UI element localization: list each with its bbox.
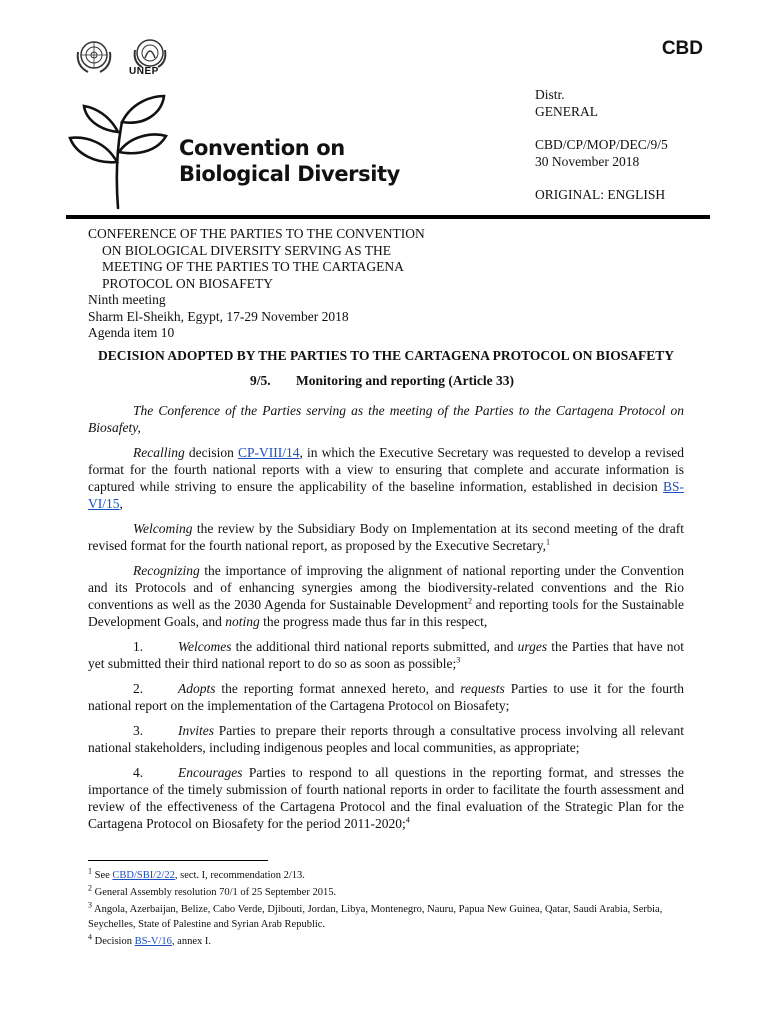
footnote-1-text-b: , sect. I, recommendation 2/13. bbox=[174, 870, 305, 881]
footnote-3-text: Angola, Azerbaijan, Belize, Cabo Verde, Djibouti, Jordan, Libya, Montenegro, Nauru, Papua New Guinea, Qatar, Saudi Arabia, Serbia, Seychelles, State of Palestine and Syrian Arab Republic. bbox=[88, 904, 663, 930]
decision-subtitle bbox=[250, 373, 514, 389]
meeting-block bbox=[88, 226, 425, 342]
footnote-4 bbox=[88, 934, 684, 949]
decision-subject: Monitoring and reporting (Article 33) bbox=[296, 373, 514, 388]
operative-1-text-a: the additional third national reports submitted, and bbox=[231, 639, 518, 654]
preamble-paragraph-3 bbox=[88, 520, 684, 554]
preamble-2-lead: Recalling bbox=[133, 445, 185, 460]
un-emblem-icon bbox=[74, 36, 114, 76]
preamble-4-lead: Recognizing bbox=[133, 563, 200, 578]
operative-4-lead: Encourages bbox=[178, 765, 243, 780]
document-date: 30 November 2018 bbox=[535, 154, 640, 169]
footnote-1-link[interactable]: CBD/SBI/2/22 bbox=[112, 870, 175, 881]
operative-2-lead2: requests bbox=[460, 681, 505, 696]
document-symbol: CBD/CP/MOP/DEC/9/5 bbox=[535, 137, 668, 152]
operative-paragraph-3 bbox=[88, 722, 684, 756]
footnote-2-text: General Assembly resolution 70/1 of 25 September 2015. bbox=[92, 887, 337, 898]
unep-label: UNEP bbox=[129, 66, 159, 77]
operative-4-number: 4. bbox=[133, 765, 144, 780]
document-metadata bbox=[535, 86, 668, 203]
preamble-paragraph-1 bbox=[88, 402, 684, 436]
operative-1-lead2: urges bbox=[517, 639, 548, 654]
footnote-1-number: 1 bbox=[88, 866, 92, 876]
decision-title: DECISION ADOPTED BY THE PARTIES TO THE CARTAGENA PROTOCOL ON BIOSAFETY bbox=[98, 348, 674, 363]
footnote-separator bbox=[88, 860, 268, 861]
operative-4-text: Parties to respond to all questions in the reporting format, and stresses the importance of the timely submission of fourth national reports in order to facilitate the fourth assessment and review of the effectiveness of the Cartagena Protocol and the final evaluation of the Strategic Plan for the Cartagena Protocol on Biosafety for the period 2011-2020; bbox=[88, 765, 684, 831]
decision-link-bs-vi-15[interactable]: BS-VI/15 bbox=[88, 479, 684, 511]
footnote-4-number: 4 bbox=[88, 932, 92, 942]
preamble-3-text: the review by the Subsidiary Body on Implementation at its second meeting of the draft revised format for the fourth national report, as proposed by the Executive Secretary, bbox=[88, 521, 684, 553]
footnote-ref-2[interactable]: 2 bbox=[467, 596, 472, 606]
operative-1-text-b: the Parties that have not yet submitted their third national report to do so as soon as possible; bbox=[88, 639, 684, 671]
preamble-3-lead: Welcoming bbox=[133, 521, 193, 536]
operative-1-number: 1. bbox=[133, 639, 144, 654]
footnote-4-text-a: Decision bbox=[92, 936, 135, 947]
operative-2-text-a: the reporting format annexed hereto, and bbox=[215, 681, 461, 696]
preamble-2-text-a: decision bbox=[184, 445, 238, 460]
decision-number: 9/5. bbox=[250, 373, 271, 388]
footnote-2 bbox=[88, 885, 684, 900]
operative-2-number: 2. bbox=[133, 681, 144, 696]
operative-paragraph-4 bbox=[88, 764, 684, 832]
preamble-paragraph-4 bbox=[88, 562, 684, 630]
preamble-1-text: The Conference of the Parties serving as the meeting of the Parties to the Cartagena Protocol on Biosafety, bbox=[88, 403, 684, 435]
agenda-item: Agenda item 10 bbox=[88, 325, 175, 340]
operative-1-lead: Welcomes bbox=[178, 639, 232, 654]
operative-3-number: 3. bbox=[133, 723, 144, 738]
footnote-2-number: 2 bbox=[88, 883, 92, 893]
meeting-line-3: MEETING OF THE PARTIES TO THE CARTAGENA bbox=[102, 259, 404, 274]
footnote-3 bbox=[88, 902, 684, 932]
footnotes bbox=[88, 868, 684, 951]
footnote-ref-3[interactable]: 3 bbox=[456, 655, 461, 665]
cbd-tag: CBD bbox=[661, 38, 703, 59]
meeting-place: Sharm El-Sheikh, Egypt, 17-29 November 2018 bbox=[88, 308, 349, 324]
footnote-3-number: 3 bbox=[88, 900, 92, 910]
preamble-4-text-a: the importance of improving the alignment of national reporting under the Convention and its Protocols and of enhancing synergies among the biodiversity-related conventions and the Rio conventions as well as the 2030 Agenda for Sustainable Development bbox=[88, 563, 684, 612]
meeting-line-1: CONFERENCE OF THE PARTIES TO THE CONVENTION bbox=[88, 226, 425, 241]
operative-3-text: Parties to prepare their reports through a consultative process involving all relevant national stakeholders, including indigenous peoples and local communities, as appropriate; bbox=[88, 723, 684, 755]
header-rule bbox=[66, 215, 710, 219]
footnote-1 bbox=[88, 868, 684, 883]
decision-body bbox=[88, 402, 684, 840]
footnote-4-link[interactable]: BS-V/16 bbox=[134, 936, 172, 947]
convention-title-line1: Convention on bbox=[179, 136, 345, 160]
operative-3-lead: Invites bbox=[178, 723, 214, 738]
original-language: ORIGINAL: ENGLISH bbox=[535, 187, 666, 202]
preamble-2-text-b: , in which the Executive Secretary was requested to develop a revised format for the fourth national reports with a view to ensuring that complete and accurate information is captured while striving to ensure the applicability of the baseline information, established in decision bbox=[88, 445, 684, 494]
footnote-ref-1[interactable]: 1 bbox=[545, 537, 550, 547]
meeting-line-2: ON BIOLOGICAL DIVERSITY SERVING AS THE bbox=[102, 242, 392, 258]
decision-link-cp-viii-14[interactable]: CP-VIII/14 bbox=[237, 445, 300, 460]
meeting-session: Ninth meeting bbox=[88, 292, 166, 307]
convention-title bbox=[179, 135, 400, 187]
footnote-ref-4[interactable]: 4 bbox=[405, 815, 410, 825]
distr-value: GENERAL bbox=[535, 104, 598, 119]
operative-paragraph-2 bbox=[88, 680, 684, 714]
operative-paragraph-1 bbox=[88, 638, 684, 672]
cbd-plant-logo-icon bbox=[66, 92, 170, 210]
preamble-4-text-b: and reporting tools for the Sustainable Development Goals, and bbox=[88, 597, 684, 629]
footnote-4-text-b: , annex I. bbox=[171, 936, 211, 947]
operative-2-lead: Adopts bbox=[178, 681, 216, 696]
preamble-4-text-c: the progress made thus far in this respect, bbox=[259, 614, 488, 629]
preamble-2-text-c: , bbox=[119, 496, 123, 511]
preamble-paragraph-2 bbox=[88, 444, 684, 512]
meeting-line-4: PROTOCOL ON BIOSAFETY bbox=[102, 275, 274, 291]
preamble-4-noting: noting bbox=[225, 614, 260, 629]
footnote-1-text-a: See bbox=[92, 870, 113, 881]
distr-label: Distr. bbox=[535, 87, 565, 102]
convention-title-line2: Biological Diversity bbox=[179, 162, 400, 186]
operative-2-text-b: Parties to use it for the fourth national report on the implementation of the Cartagena Protocol on Biosafety; bbox=[88, 681, 684, 713]
